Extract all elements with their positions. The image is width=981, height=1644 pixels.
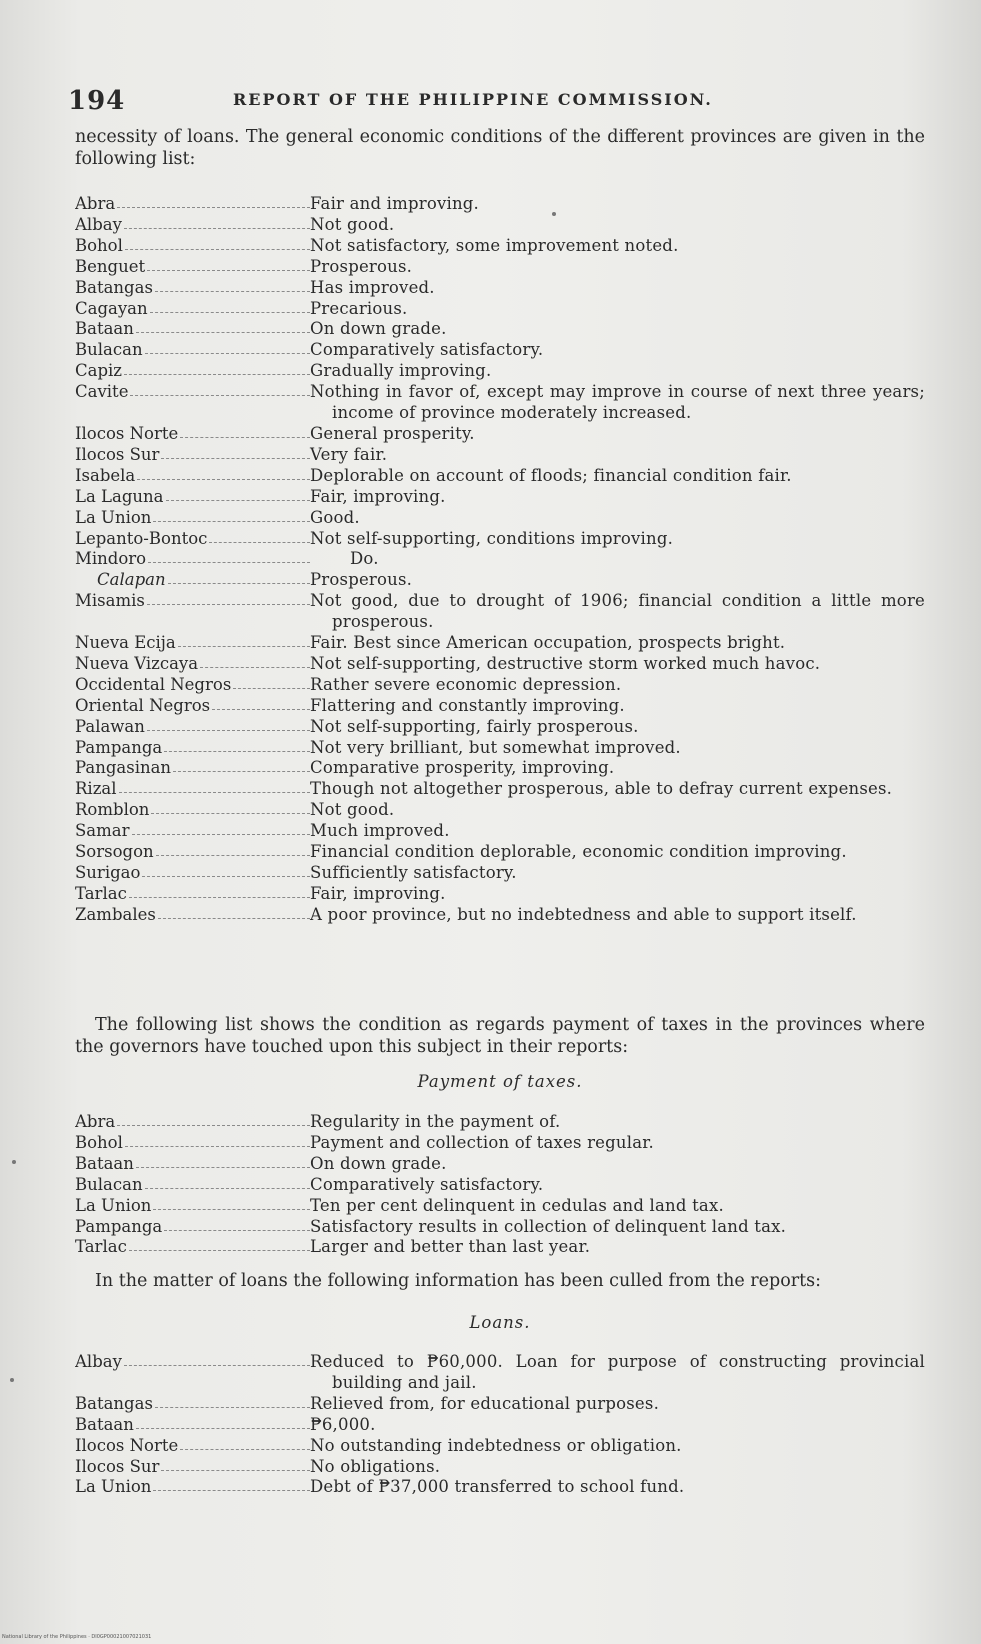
entry-province [75,1352,310,1373]
list-entry [75,319,925,340]
leader-dots [158,905,310,919]
entry-province [75,1457,310,1478]
leader-dots [129,884,310,898]
list-entry [75,863,925,884]
leader-dots [180,424,310,438]
leader-dots [129,1237,310,1251]
entry-province [75,591,310,612]
entry-province [75,675,310,696]
list-entry [75,821,925,842]
province-condition: Comparatively satisfactory. [310,1174,544,1194]
leader-dots [124,1352,310,1366]
province-name: Batangas [75,277,153,297]
list-entry [75,1175,925,1196]
list-entry [75,884,925,905]
province-name: Misamis [75,591,145,611]
province-condition: Do. [350,549,379,569]
leader-dots [136,319,310,333]
province-condition: Not good. [310,214,395,234]
province-name: Sorsogon [75,842,154,862]
list-entry [75,1415,925,1436]
province-name: Ilocos Norte [75,1435,179,1455]
entry-province [75,1112,310,1133]
list-entry [75,194,925,215]
entry-province [75,779,310,800]
list-entry [75,738,925,759]
province-name: Benguet [75,256,146,276]
province-name: La Union [75,1195,152,1215]
leader-dots [148,549,310,563]
list-entry [75,1394,925,1415]
entry-province [75,508,310,529]
entry-province [75,1175,310,1196]
entry-province [75,633,310,654]
leader-dots [200,654,310,668]
loans-paragraph: In the matter of loans the following information has been culled from the reports: [95,1271,822,1291]
province-condition: Not self-supporting, conditions improving. [310,528,674,548]
leader-dots [124,361,310,375]
leader-dots [168,570,310,584]
leader-dots [147,257,310,271]
paper-speck [552,212,556,216]
loans-list [75,1352,925,1498]
province-condition: No outstanding indebtedness or obligation. [310,1435,682,1455]
leader-dots [161,1457,310,1471]
province-name: Bataan [75,1153,134,1173]
taxes-paragraph: The following list shows the condition as regards payment of taxes in the provinces where the governors have touched upon this subject in their reports: [75,1015,925,1057]
province-condition: Nothing in favor of, except may improve in course of next three years; income of province moderately increased. [310,382,925,423]
entry-province [75,549,310,570]
list-entry [75,654,925,675]
scan-footer: National Library of the Philippines · DI0GP00021007021031 [2,1634,152,1640]
list-entry [75,508,925,529]
list-entry [75,633,925,654]
leader-dots [161,445,310,459]
leader-dots [153,1196,310,1210]
leader-dots [209,529,310,543]
province-name: Zambales [75,904,156,924]
province-condition: Regularity in the payment of. [310,1112,561,1131]
entry-province [75,299,310,320]
province-name: Romblon [75,800,150,820]
province-condition: Not self-supporting, fairly prosperous. [310,716,639,736]
leader-dots [153,1477,310,1491]
province-name: Bataan [75,1414,134,1434]
entry-province [75,278,310,299]
province-name: Ilocos Sur [75,444,160,464]
leader-dots [124,215,310,229]
province-condition: Not very brilliant, but somewhat improved. [310,737,681,757]
leader-dots [147,591,310,605]
province-name: Tarlac [75,883,127,903]
province-condition: Relieved from, for educational purposes. [310,1393,660,1413]
list-entry [75,361,925,382]
list-entry [75,1196,925,1217]
province-condition: Fair. Best since American occupation, prospects bright. [310,633,786,653]
list-entry [75,529,925,550]
list-entry [75,549,925,570]
list-entry [75,1217,925,1238]
list-entry [75,570,925,591]
province-name: Capiz [75,361,122,381]
province-condition: Not good, due to drought of 1906; financial condition a little more prosperous. [310,591,925,632]
province-condition: Rather severe economic depression. [310,674,622,694]
province-name: Samar [75,821,130,841]
entry-province [75,884,310,905]
entry-province [75,236,310,257]
entry-province [75,800,310,821]
leader-dots [147,717,310,731]
entry-province [75,1133,310,1154]
list-entry [75,1457,925,1478]
province-name: Albay [75,1352,122,1371]
province-name: Bohol [75,1132,123,1152]
province-name: Rizal [75,779,117,799]
list-entry [75,1237,925,1258]
leader-dots [178,633,310,647]
province-condition: Not self-supporting, destructive storm worked much havoc. [310,653,821,673]
leader-dots [151,800,310,814]
entry-province [75,1154,310,1175]
list-entry [75,215,925,236]
province-condition: Prosperous. [310,256,413,276]
entry-province [75,1196,310,1217]
leader-dots [155,1394,310,1408]
leader-dots [125,236,310,250]
entry-province [75,487,310,508]
province-condition: Prosperous. [310,570,413,590]
page-header [68,86,928,116]
province-name: Cagayan [75,298,148,318]
list-entry [75,278,925,299]
province-name: Pampanga [75,737,163,757]
entry-province [75,1415,310,1436]
province-name: Cavite [75,382,129,402]
entry-province [75,570,310,591]
province-name: Pampanga [75,1216,163,1236]
province-condition: Comparative prosperity, improving. [310,758,615,778]
province-condition: Sufficiently satisfactory. [310,863,517,882]
province-name: Bataan [75,319,134,339]
leader-dots [233,675,310,689]
entry-province [75,1436,310,1457]
entry-province [75,361,310,382]
province-condition: Payment and collection of taxes regular. [310,1132,654,1152]
page-number: 194 [68,86,126,116]
list-entry [75,1154,925,1175]
province-condition: Flattering and constantly improving. [310,695,625,715]
province-name: Surigao [75,863,141,882]
entry-province [75,905,310,926]
entry-province [75,319,310,340]
list-entry [75,842,925,863]
entry-province [75,758,310,779]
leader-dots [180,1436,310,1450]
province-name: Mindoro [75,549,147,569]
list-entry [75,675,925,696]
list-entry [75,445,925,466]
list-entry [75,340,925,361]
leader-dots [166,487,311,501]
province-condition: A poor province, but no indebtedness and able to support itself. [310,904,857,924]
province-name: Bohol [75,235,123,255]
leader-dots [164,1217,310,1231]
leader-dots [173,758,310,772]
list-entry [75,424,925,445]
entry-province [75,1217,310,1238]
list-entry [75,382,925,424]
province-name: La Union [75,1477,152,1497]
leader-dots [125,1133,310,1147]
leader-dots [150,299,310,313]
list-entry [75,487,925,508]
province-condition: Good. [310,507,360,527]
leader-dots [136,1415,310,1429]
province-condition: No obligations. [310,1456,441,1476]
province-name: Batangas [75,1393,153,1413]
running-head: REPORT OF THE PHILIPPINE COMMISSION. [233,90,713,109]
province-name: Pangasinan [75,758,172,778]
province-condition: Not satisfactory, some improvement noted. [310,235,679,255]
province-condition: Fair, improving. [310,883,446,903]
province-condition: Satisfactory results in collection of delinquent land tax. [310,1216,787,1236]
province-condition: Deplorable on account of floods; financial condition fair. [310,465,792,485]
province-condition: General prosperity. [310,423,475,443]
leader-dots [145,340,310,354]
entry-province [75,821,310,842]
entry-province [75,257,310,278]
list-entry [75,696,925,717]
province-condition: Very fair. [310,444,388,464]
leader-dots [142,863,310,877]
entry-province [75,1237,310,1258]
entry-province [75,424,310,445]
province-condition: ₱6,000. [310,1414,376,1434]
province-condition: On down grade. [310,1153,447,1173]
list-entry [75,717,925,738]
leader-dots [156,842,310,856]
entry-province [75,194,310,215]
province-name: Albay [75,214,122,234]
economic-conditions-list [75,194,925,926]
province-name: La Union [75,507,152,527]
entry-province [75,340,310,361]
province-name: Tarlac [75,1237,127,1257]
leader-dots [145,1175,310,1189]
province-name: Bulacan [75,340,143,360]
entry-province [75,215,310,236]
entry-province [75,529,310,550]
province-condition: Ten per cent delinquent in cedulas and land tax. [310,1195,724,1215]
province-name: Ilocos Sur [75,1456,160,1476]
province-condition: Comparatively satisfactory. [310,340,544,360]
province-name: Bulacan [75,1174,143,1194]
province-name: Ilocos Norte [75,423,179,443]
entry-province [75,717,310,738]
entry-province [75,696,310,717]
paper-speck [10,1378,14,1382]
leader-dots [130,382,310,396]
province-condition: Reduced to ₱60,000. Loan for purpose of constructing provincial building and jail. [310,1352,925,1392]
leader-dots [119,779,310,793]
list-entry [75,1352,925,1394]
leader-dots [117,1112,310,1126]
province-condition: Though not altogether prosperous, able to defray current expenses. [310,779,893,799]
leader-dots [155,278,310,292]
entry-province [75,466,310,487]
province-name: Lepanto-Bontoc [75,528,208,548]
list-entry [75,800,925,821]
paper-speck [12,1160,16,1164]
province-condition: Larger and better than last year. [310,1237,591,1257]
leader-dots [136,1154,310,1168]
province-name: Oriental Negros [75,695,211,715]
province-name: Nueva Ecija [75,633,176,653]
province-condition: Fair, improving. [310,486,446,506]
province-condition: Much improved. [310,821,450,841]
entry-province [75,1394,310,1415]
province-name: Isabela [75,465,136,485]
entry-province [75,654,310,675]
leader-dots [117,194,310,208]
list-entry [75,1436,925,1457]
entry-province [75,863,310,884]
entry-province [75,738,310,759]
province-name: Abra [75,194,116,213]
province-condition: Fair and improving. [310,194,479,213]
intro-paragraph: necessity of loans. The general economic conditions of the different provinces are given in the following list: [75,127,925,169]
province-condition: On down grade. [310,319,447,339]
province-name: Abra [75,1112,116,1131]
province-condition: Precarious. [310,298,408,318]
province-condition: Debt of ₱37,000 transferred to school fund. [310,1477,685,1497]
list-entry [75,591,925,633]
province-condition: Financial condition deplorable, economic condition improving. [310,842,847,862]
entry-province [75,842,310,863]
province-condition: Has improved. [310,277,435,297]
list-entry [75,1112,925,1133]
loans-section-title: Loans. [469,1313,531,1332]
list-entry [75,1477,925,1498]
province-name: Nueva Vizcaya [75,653,199,673]
list-entry [75,905,925,926]
list-entry [75,1133,925,1154]
leader-dots [137,466,310,480]
province-name: Palawan [75,716,145,736]
list-entry [75,466,925,487]
province-name: Calapan [97,570,166,590]
list-entry [75,779,925,800]
province-name: La Laguna [75,486,164,506]
taxes-section-title: Payment of taxes. [417,1072,583,1091]
entry-province [75,382,310,403]
list-entry [75,257,925,278]
list-entry [75,758,925,779]
leader-dots [153,508,310,522]
province-condition: Gradually improving. [310,361,492,381]
payment-of-taxes-list [75,1112,925,1258]
leader-dots [164,738,310,752]
entry-province [75,445,310,466]
province-name: Occidental Negros [75,674,232,694]
list-entry [75,299,925,320]
province-condition: Not good. [310,800,395,820]
leader-dots [212,696,310,710]
list-entry [75,236,925,257]
leader-dots [132,821,310,835]
entry-province [75,1477,310,1498]
